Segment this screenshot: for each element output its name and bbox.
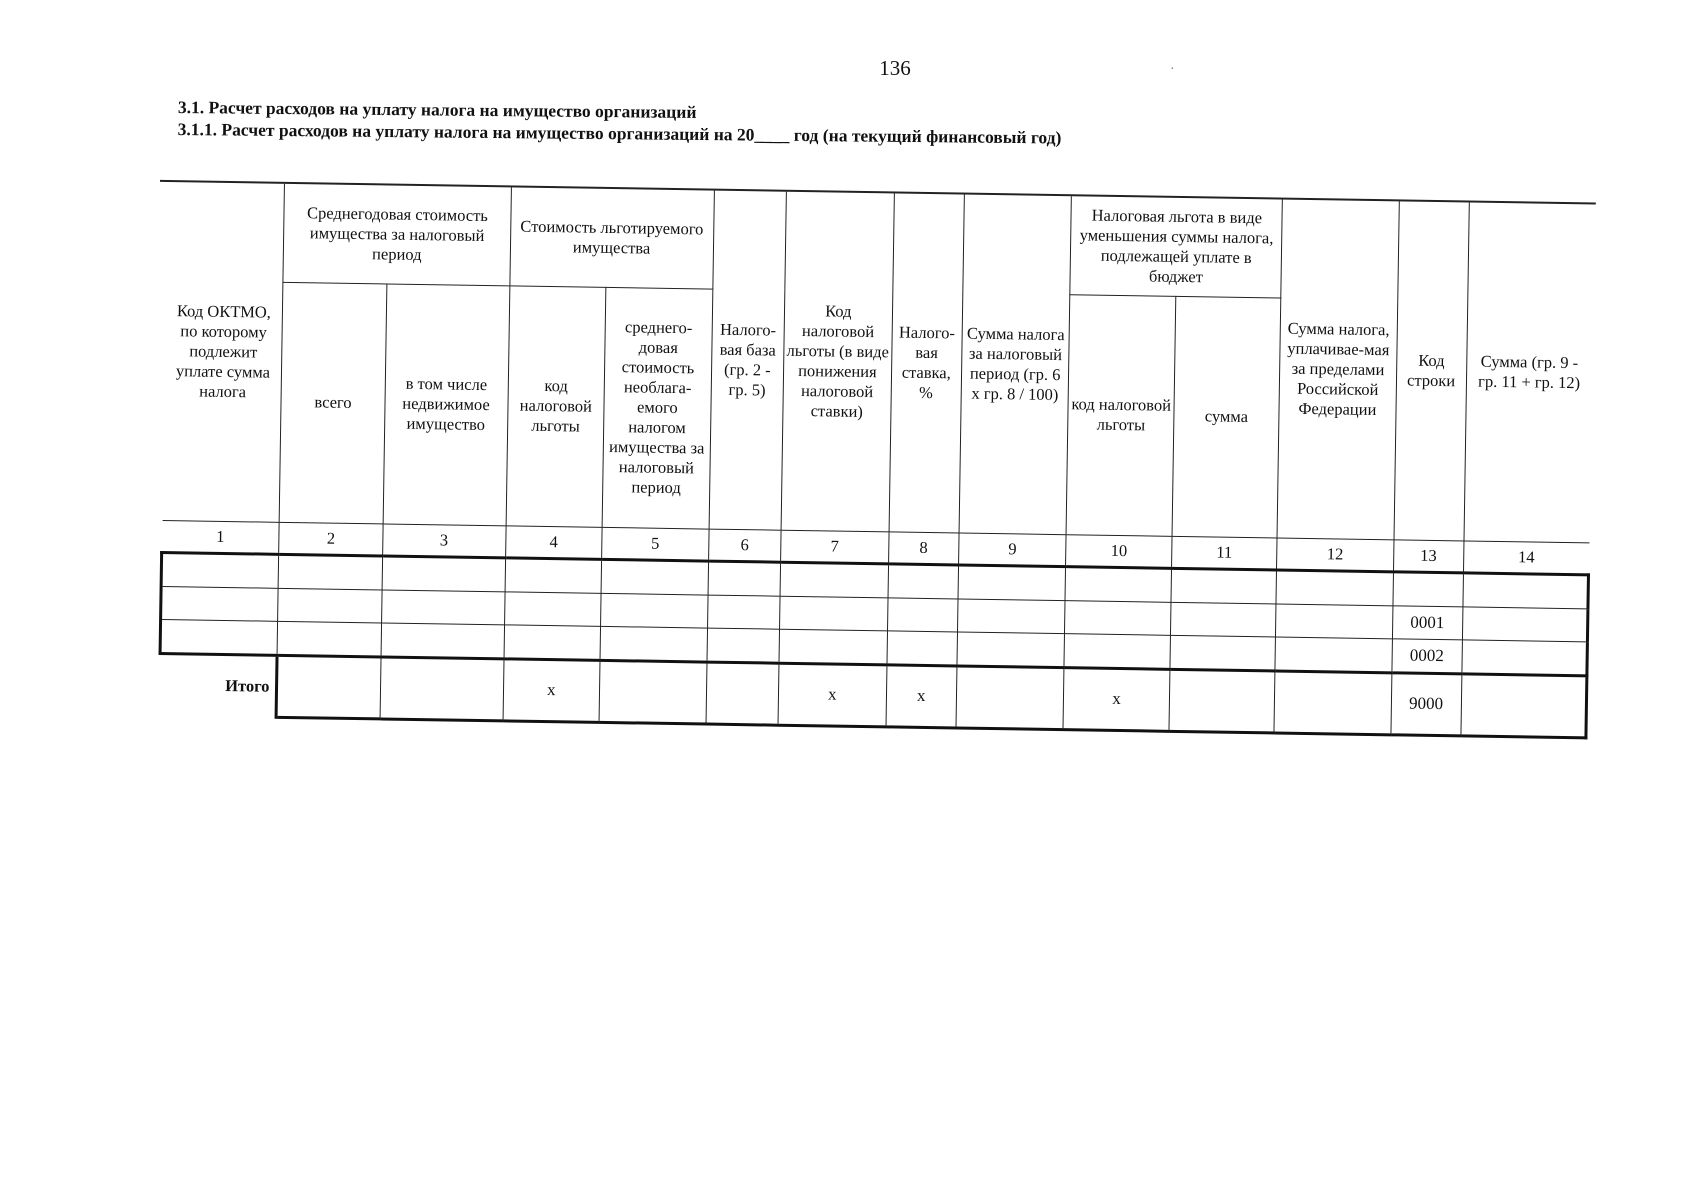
col-total-value-header: всего [280,282,387,524]
table-cell[interactable] [888,563,959,598]
column-number: 6 [708,529,781,562]
column-number: 1 [162,520,280,554]
table-cell[interactable] [1463,572,1589,608]
table-cell[interactable] [601,559,708,595]
column-number: 7 [781,530,889,564]
table-cell[interactable] [381,589,504,624]
scan-speck: · [1170,62,1175,77]
table-cell[interactable] [887,597,958,631]
col-reduction-amount-header: сумма [1172,296,1281,538]
table-cell[interactable] [1462,606,1588,641]
table-cell[interactable] [160,619,278,655]
table-cell[interactable] [706,662,779,725]
col-tax-rate-header: Налого-вая ставка, % [889,193,965,532]
table-cell[interactable] [504,591,601,626]
col-foreign-tax-header: Сумма налога, уплачивае-мая за пределами Российской Федерации [1277,200,1399,540]
table-cell[interactable] [601,593,708,628]
table-cell[interactable] [1276,603,1393,638]
col-tax-base-header: Налого-вая база (гр. 2 - гр. 5) [709,191,787,530]
total-tax-rate-cell: x [886,664,957,727]
table-cell[interactable] [382,555,505,591]
table-cell[interactable] [707,595,780,629]
column-number: 4 [505,525,602,559]
table-cell[interactable] [1276,569,1393,605]
total-label: Итого [159,653,277,717]
table-cell[interactable] [1064,633,1170,669]
tax-calculation-form [158,180,1596,739]
column-number: 10 [1066,534,1172,568]
total-line-code-cell: 9000 [1390,672,1461,735]
column-number: 14 [1463,540,1589,574]
table-cell[interactable] [1169,669,1275,733]
col-exempt-avg-value-header: среднего-довая стоимость необлага-емого налогом имущества за налоговый период [602,287,712,529]
table-cell[interactable] [600,626,707,662]
heading-section-3-1: 3.1. Расчет расходов на уплату налога на имущество организаций [177,96,697,122]
table-cell[interactable] [161,586,279,621]
table-cell[interactable] [1461,673,1587,737]
table-cell[interactable] [780,562,888,598]
col-tax-amount-header: Сумма налога за налоговый период (гр. 6 х гр. 8 / 100) [959,195,1072,535]
page-number: 136 [879,56,911,80]
heading-section-3-1-1: 3.1.1. Расчет расходов на уплату налога на имущество организаций на 20____ год (на текущий финансовый год) [177,118,1062,148]
group-tax-benefit-header: Налоговая льгота в виде уменьшения суммы налога, подлежащей уплате в бюджет [1070,196,1282,297]
table-cell[interactable] [957,598,1065,633]
table-cell[interactable] [277,655,381,719]
table-cell[interactable] [780,596,888,631]
table-cell[interactable] [381,622,504,658]
column-number: 5 [602,527,709,561]
col-benefit-code-header: код налоговой льготы [506,285,606,526]
group-exempt-value-header: Стоимость льготируемого имущества [509,187,714,288]
group-avg-value-header: Среднегодовая стоимость имущества за налоговый период [283,184,511,286]
column-number: 11 [1171,536,1277,570]
table-cell[interactable] [1170,635,1276,671]
col-rate-benefit-code-header: Код налоговой льготы (в виде понижения налоговой ставки) [781,192,894,532]
table-cell[interactable] [1462,639,1588,675]
col-reduction-benefit-code-header: код налоговой льготы [1066,294,1175,536]
total-benefit-code-cell: x [503,658,601,722]
table-cell[interactable] [958,564,1066,600]
column-number: 8 [888,531,959,564]
col-line-code-header: Код строки [1394,201,1470,540]
table-cell[interactable] [1170,602,1276,637]
table-cell[interactable] [1171,568,1277,604]
table-cell[interactable] [1274,670,1391,734]
table-cell[interactable] [380,656,504,720]
table-cell[interactable] [504,624,601,660]
column-number: 9 [958,532,1066,566]
line-code-cell: 0001 [1392,605,1463,639]
column-number: 13 [1393,539,1464,572]
table-cell[interactable] [707,628,780,663]
table-cell[interactable] [161,552,279,588]
total-rate-benefit-code-cell: x [778,663,887,727]
column-number: 3 [382,523,505,557]
property-tax-table [158,182,1596,739]
table-cell[interactable] [1393,571,1464,606]
table-cell[interactable] [1065,600,1171,635]
table-cell[interactable] [599,660,706,724]
table-cell[interactable] [1065,566,1171,602]
table-cell[interactable] [1275,636,1392,672]
column-number: 2 [279,522,383,556]
table-cell[interactable] [505,557,602,593]
table-cell[interactable] [887,630,958,665]
table-cell[interactable] [277,621,381,657]
table-cell[interactable] [708,561,781,596]
table-cell[interactable] [779,629,887,665]
table-cell[interactable] [278,588,382,623]
table-cell[interactable] [957,631,1065,667]
col-total-sum-header: Сумма (гр. 9 - гр. 11 + гр. 12) [1464,202,1595,542]
total-reduction-code-cell: x [1063,667,1169,731]
line-code-cell: 0002 [1391,638,1462,673]
table-cell[interactable] [279,554,383,590]
table-cell[interactable] [956,665,1065,729]
section-headings [178,96,1062,148]
col-oktmo-header: Код ОКТМО, по которому подлежит уплате сумма налога [162,182,285,522]
column-number: 12 [1277,537,1394,571]
col-real-estate-header: в том числе недвижимое имущество [383,283,510,525]
